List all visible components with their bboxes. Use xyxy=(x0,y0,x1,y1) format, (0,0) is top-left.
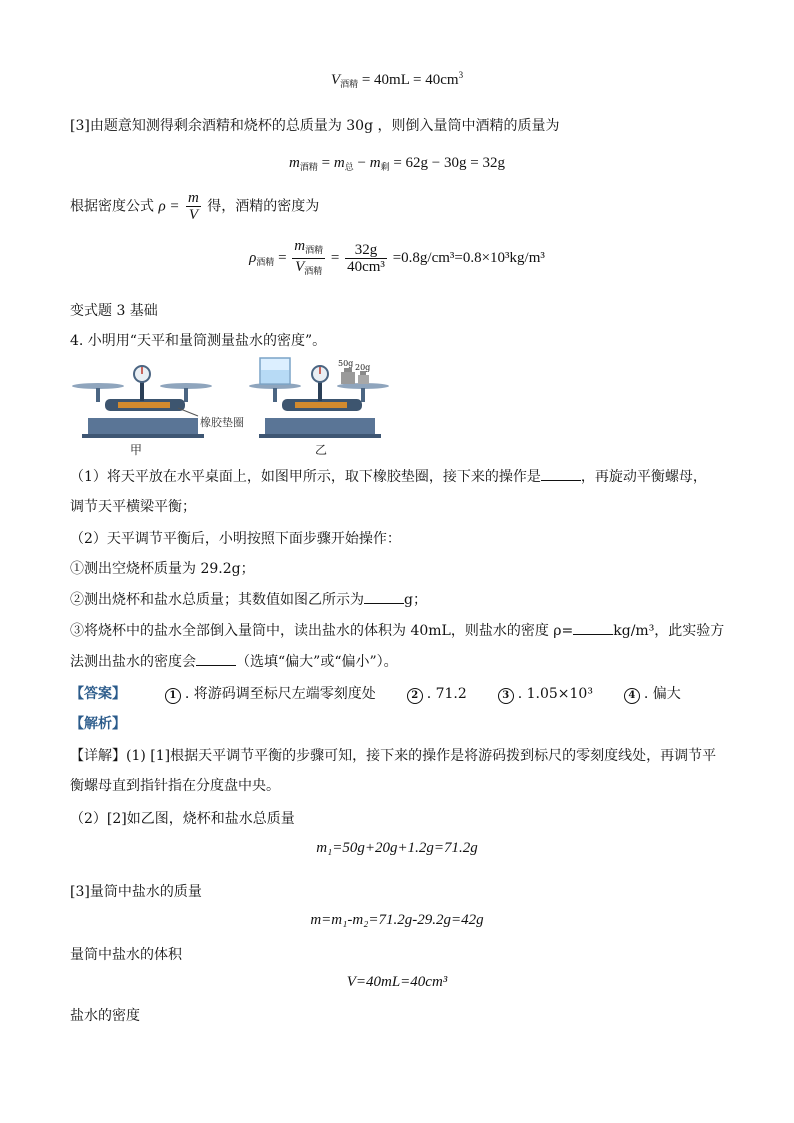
detail-5: 盐水的密度 xyxy=(70,1008,140,1024)
frac1-num-sub: 酒精 xyxy=(305,245,324,255)
equation-total-mass: m₁=50g+20g+1.2g=71.2g xyxy=(316,840,478,856)
answer-4: . 偏大 xyxy=(643,686,681,702)
question-4-1-cont: 调节天平横梁平衡； xyxy=(70,499,196,515)
frac1-num: m xyxy=(294,238,306,254)
frac2-num: 32g xyxy=(345,242,387,259)
answer-tag: 【答案】 xyxy=(70,686,126,702)
question-4: 4. 小明用“天平和量筒测量盐水的密度”。 xyxy=(70,333,327,349)
eq-rhs: = 62g − 30g = 32g xyxy=(393,155,505,171)
answer-number-4: 4 xyxy=(624,688,640,704)
step-3-cont xyxy=(70,651,398,671)
detail-4: 量筒中盐水的体积 xyxy=(70,947,182,963)
weight-20g-label: 20g xyxy=(355,363,371,372)
rubber-pad-label: 橡胶垫圈 xyxy=(200,416,244,429)
q4-1-text-b: ，再旋动平衡螺母， xyxy=(580,469,707,485)
weight-50g-label: 50g xyxy=(338,359,354,368)
balance-a-scale xyxy=(118,402,170,408)
answer-number-3: 3 xyxy=(498,688,514,704)
figure-label-b: 乙 xyxy=(315,443,328,457)
text-post: 得，酒精的密度为 xyxy=(207,198,320,215)
step-2-text-a: ②测出烧杯和盐水总质量；其数值如图乙所示为 xyxy=(70,592,364,608)
eq-sub2: 总 xyxy=(344,162,354,172)
eq-sub: 酒精 xyxy=(256,256,275,267)
balance-a xyxy=(72,366,212,438)
text-pre: 根据密度公式 xyxy=(70,198,154,215)
equation-alcohol-volume xyxy=(0,70,794,90)
eq-sub1: 酒精 xyxy=(299,162,318,172)
step-3-text-c: 法测出盐水的密度会 xyxy=(70,654,196,670)
figure-label-a: 甲 xyxy=(130,443,143,457)
answer-3: . 1.05×10³ xyxy=(517,686,593,702)
answer-blank-2 xyxy=(364,591,404,604)
equation-alcohol-mass: $m_{酒精} = m_总 - m_剩 = 62g - 30g = 32g$ xyxy=(289,155,505,172)
fraction-1 xyxy=(292,238,325,279)
paragraph-density-formula xyxy=(70,190,319,223)
answer-2: . 71.2 xyxy=(426,686,467,702)
fraction-2 xyxy=(345,242,387,275)
answer-line xyxy=(70,683,681,704)
equation-alcohol-density: $\rho_{酒精}$ = $\frac{m_{酒精}}{V_{酒精}}$ = $\frac{32g}{\text{40cm³}}$ =0.8g/cm³=0.8×10³kg/m³ xyxy=(0,238,794,279)
answer-blank-3 xyxy=(573,622,613,635)
step-3-text-b: kg/m³，此实验方 xyxy=(613,623,725,639)
weight-50g xyxy=(341,372,355,384)
fraction xyxy=(186,190,201,223)
paragraph-step3: [3]由题意知测得剩余酒精和烧杯的总质量为 30g ，则倒入量筒中酒精的质量为 xyxy=(70,118,560,134)
question-4-2: （2）天平调节平衡后，小明按照下面步骤开始操作： xyxy=(70,531,401,547)
balance-b-scale xyxy=(295,402,347,408)
eq-sub3: 剩 xyxy=(380,162,390,172)
frac-num: m xyxy=(187,190,199,206)
step-3 xyxy=(70,620,724,640)
section-title: 变式题 3 基础 xyxy=(70,303,158,319)
detail-1: 【详解】(1) [1]根据天平调节平衡的步骤可知，接下来的操作是将游码拨到标尺的零刻度线处，再调节平 xyxy=(70,748,717,764)
detail-1-cont: 衡螺母直到指针指在分度盘中央。 xyxy=(70,778,280,794)
frac1-den: V xyxy=(295,259,305,275)
answer-number-2: 2 xyxy=(407,688,423,704)
frac-den: V xyxy=(188,207,198,223)
eq-sup: 3 xyxy=(458,70,464,80)
eq-rho: ρ xyxy=(249,249,257,266)
equation-saltwater-mass: m=m₁-m₂=71.2g-29.2g=42g xyxy=(310,912,484,928)
frac1-den-sub: 酒精 xyxy=(304,266,323,276)
step-2 xyxy=(70,589,427,609)
weight-20g xyxy=(358,375,369,384)
eq-m: m xyxy=(289,155,300,171)
analysis-tag: 【解析】 xyxy=(70,716,126,732)
step-3-text-d: （选填“偏大”或“偏小”）。 xyxy=(236,654,398,670)
answer-blank-1 xyxy=(541,468,581,481)
step-1: ①测出空烧杯质量为 29.2g； xyxy=(70,561,255,577)
detail-2: （2）[2]如乙图，烧杯和盐水总质量 xyxy=(70,811,295,827)
answer-blank-4 xyxy=(196,653,236,666)
balance-figure xyxy=(70,356,390,458)
eq-sub: 酒精 xyxy=(340,79,359,89)
rho-symbol: ρ = xyxy=(158,198,180,215)
answer-1: . 将游码调至标尺左端零刻度处 xyxy=(184,686,376,702)
answer-number-1: 1 xyxy=(165,688,181,704)
step-3-text-a: ③将烧杯中的盐水全部倒入量筒中，读出盐水的体积为 40mL，则盐水的密度 ρ= xyxy=(70,623,574,639)
eq-rhs: = 40mL = 40cm xyxy=(361,72,459,88)
eq-var: V xyxy=(330,72,341,88)
q4-1-text-a: （1）将天平放在水平桌面上，如图甲所示，取下橡胶垫圈，接下来的操作是 xyxy=(70,469,541,485)
detail-3: [3]量筒中盐水的质量 xyxy=(70,884,202,900)
frac2-den: 40cm³ xyxy=(347,259,385,275)
question-4-1 xyxy=(70,466,707,486)
equation-saltwater-volume: V=40mL=40cm³ xyxy=(346,974,448,990)
step-2-text-b: g； xyxy=(404,592,427,608)
eq-rhs: =0.8g/cm³=0.8×10³kg/m³ xyxy=(392,249,545,266)
